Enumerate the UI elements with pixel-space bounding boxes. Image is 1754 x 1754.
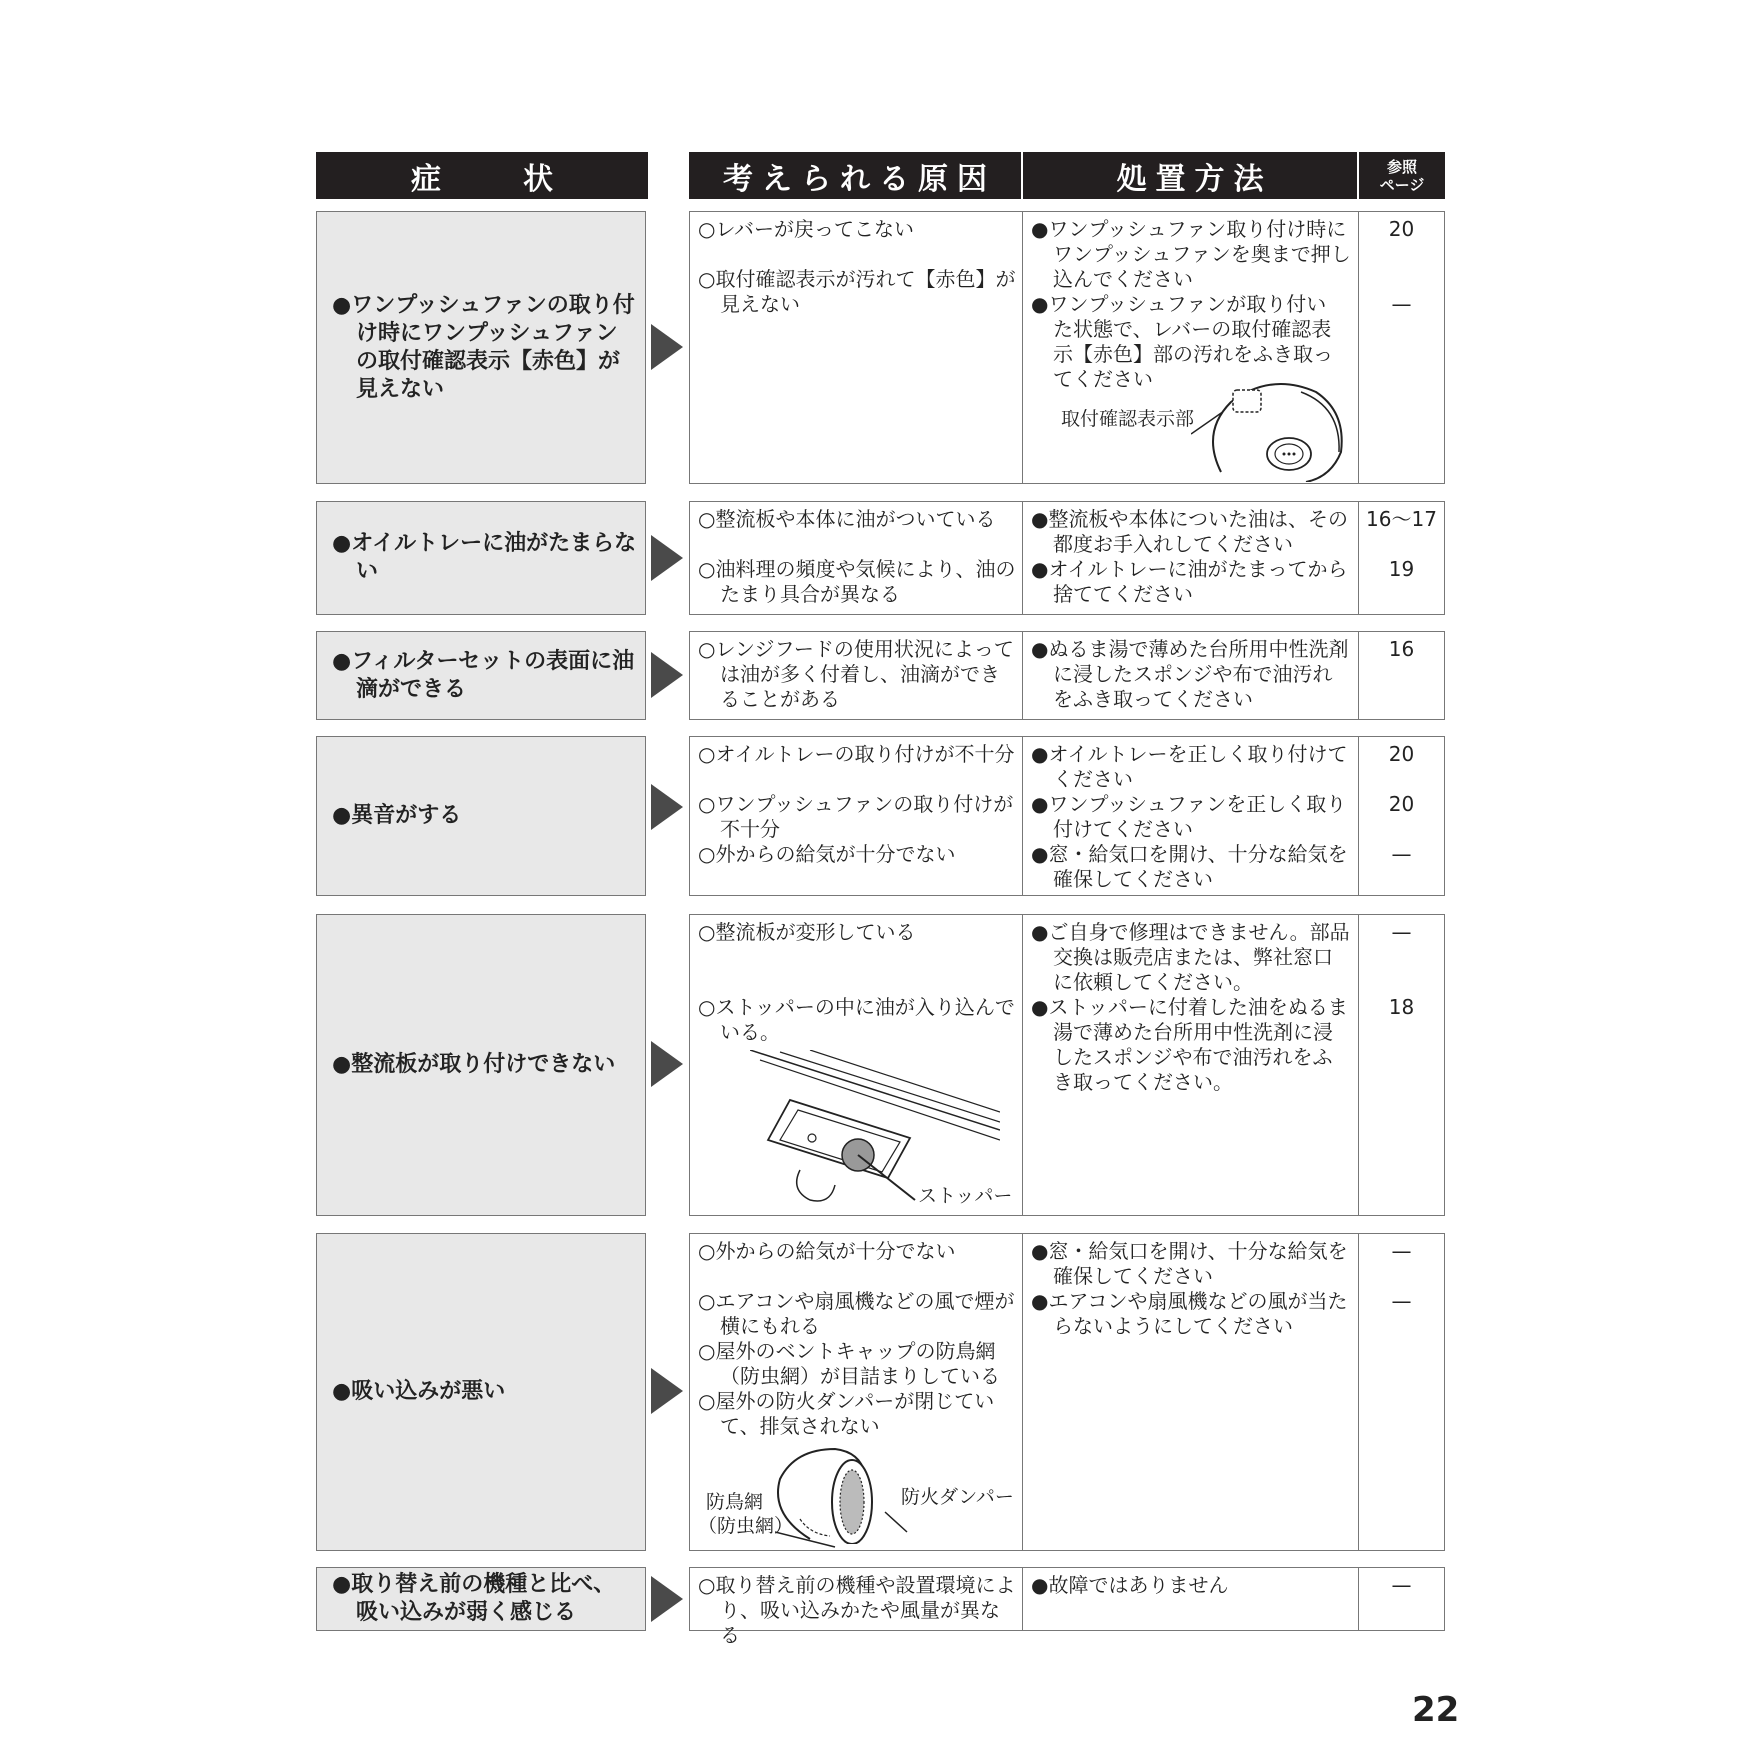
arrow-icon [651,1041,683,1087]
ref-page-number: 20 [1388,792,1415,816]
symptom-cell [316,501,646,615]
cause-cell [690,1568,1023,1647]
ref-page-number: — [1391,1239,1412,1263]
cause-item: ○ワンプッシュファンの取り付けが不十分 [698,792,1014,841]
symptom-text: ●フィルターセットの表面に油滴ができる [332,648,635,702]
remedy-item: ●故障ではありません [1031,1573,1229,1597]
cause-item: ○屋外のベントキャップの防鳥網（防虫網）が目詰まりしている [698,1339,1000,1388]
symptom-cell [316,914,646,1216]
figure-label-net-sub: （防虫網） [698,1515,794,1537]
fan-indicator-illustration [1191,372,1351,482]
remedy-item: ●窓・給気口を開け、十分な給気を確保してください [1031,842,1348,891]
symptom-cell [316,211,646,484]
arrow-icon [651,1368,683,1414]
header-cause: 考えられる原因 [689,152,1021,199]
remedy-cell [1023,212,1359,483]
header-remedy: 処置方法 [1023,152,1357,199]
figure-label: ストッパー [918,1185,1013,1207]
cause-item: ○屋外の防火ダンパーが閉じていて、排気されない [698,1389,995,1438]
table-row [689,1233,1445,1551]
ref-page-number: 20 [1388,217,1415,241]
table-row [689,501,1445,615]
ref-page-number: 16〜17 [1366,507,1437,531]
cause-item: ○外からの給気が十分でない [698,842,956,866]
cause-cell [690,502,1023,614]
cause-cell [690,737,1023,895]
header-ref-line1: 参照 [1386,157,1417,176]
cause-item: ○外からの給気が十分でない [698,1239,956,1263]
arrow-icon [651,535,683,581]
ref-page-number: 16 [1388,637,1415,661]
table-row [689,1567,1445,1647]
cause-item: ○取付確認表示が汚れて【赤色】が見えない [698,267,1016,316]
remedy-item: ●ぬるま湯で薄めた台所用中性洗剤に浸したスポンジや布で油汚れをふき取ってください [1031,637,1349,711]
symptom-cell [316,631,646,720]
symptom-text: ●オイルトレーに油がたまらない [332,531,637,584]
cause-cell [690,915,1023,1215]
cause-item: ○レバーが戻ってこない [698,217,915,241]
table-row [689,211,1445,484]
ref-cell [1359,212,1444,483]
remedy-item: ●ストッパーに付着した油をぬるま湯で薄めた台所用中性洗剤に浸したスポンジや布で油汚れをふき取ってください。 [1031,995,1348,1094]
cause-item: ○エアコンや扇風機などの風で煙が横にもれる [698,1289,1015,1338]
ref-cell [1359,737,1444,895]
remedy-item: ●ワンプッシュファン取り付け時にワンプッシュファンを奥まで押し込んでください [1031,217,1351,291]
remedy-item: ●ワンプッシュファンが取り付いた状態で、レバーの取付確認表示【赤色】部の汚れをふき取ってください [1031,292,1333,391]
remedy-item: ●オイルトレーを正しく取り付けてください [1031,742,1348,791]
cause-item: ○レンジフードの使用状況によっては油が多く付着し、油滴ができることがある [698,637,1014,711]
arrow-icon [651,1576,683,1622]
remedy-cell [1023,737,1359,895]
symptom-text: ●取り替え前の機種と比べ、吸い込みが弱く感じる [332,1572,616,1625]
symptom-text: ●異音がする [332,803,462,828]
cause-item: ○取り替え前の機種や設置環境により、吸い込みかたや風量が異なる [698,1573,1016,1647]
remedy-cell [1023,915,1359,1215]
remedy-item: ●窓・給気口を開け、十分な給気を確保してください [1031,1239,1348,1288]
remedy-item: ●整流板や本体についた油は、その都度お手入れしてください [1031,507,1349,556]
symptom-cell [316,736,646,896]
ref-cell [1359,915,1444,1215]
symptom-cell [316,1567,646,1631]
ref-page-number: 19 [1388,557,1415,581]
arrow-icon [651,324,683,370]
remedy-item: ●ワンプッシュファンを正しく取り付けてください [1031,792,1347,841]
cause-item: ○油料理の頻度や気候により、油のたまり具合が異なる [698,557,1016,606]
remedy-item: ●ご自身で修理はできません。部品交換は販売店または、弊社窓口に依頼してください。 [1031,920,1350,994]
arrow-icon [651,784,683,830]
remedy-cell [1023,502,1359,614]
table-row [689,736,1445,896]
cause-cell [690,1234,1023,1550]
remedy-item: ●オイルトレーに油がたまってから捨ててください [1031,557,1348,606]
cause-item: ○整流板が変形している [698,920,916,944]
cause-item: ○オイルトレーの取り付けが不十分 [698,742,1015,766]
arrow-icon [651,652,683,698]
ref-cell [1359,632,1444,719]
ref-cell [1359,1234,1444,1550]
symptom-text: ●整流板が取り付けできない [332,1052,616,1077]
symptom-text: ●ワンプッシュファンの取り付け時にワンプッシュファンの取付確認表示【赤色】が見えない [332,292,635,402]
ref-page-number: — [1391,292,1412,316]
table-row [689,914,1445,1216]
ref-page-number: — [1391,842,1412,866]
header-symptom: 症 状 [316,152,648,199]
ref-page-number: 18 [1388,995,1415,1019]
figure-label: 取付確認表示部 [1061,408,1195,430]
remedy-item: ●エアコンや扇風機などの風が当たらないようにしてください [1031,1289,1348,1338]
cause-item: ○整流板や本体に油がついている [698,507,996,531]
header-ref-line2: ページ [1379,175,1425,194]
ref-page-number: — [1391,1573,1412,1597]
figure-label-net: 防鳥網 [706,1491,764,1513]
remedy-cell [1023,632,1359,719]
cause-cell [690,632,1023,719]
symptom-cell [316,1233,646,1551]
ref-cell [1359,1568,1444,1630]
cause-cell [690,212,1023,483]
remedy-cell [1023,1568,1359,1630]
ref-page-number: — [1391,1289,1412,1313]
cause-item: ○ストッパーの中に油が入り込んでいる。 [698,995,1015,1044]
symptom-text: ●吸い込みが悪い [332,1379,506,1404]
ref-page-number: 20 [1388,742,1415,766]
table-row [689,631,1445,720]
ref-page-number: — [1391,920,1412,944]
figure-label-damper: 防火ダンパー [901,1486,1014,1508]
ref-cell [1359,502,1444,614]
remedy-cell [1023,1234,1359,1550]
page-number: 22 [1412,1690,1460,1730]
header-ref-page [1359,152,1445,199]
